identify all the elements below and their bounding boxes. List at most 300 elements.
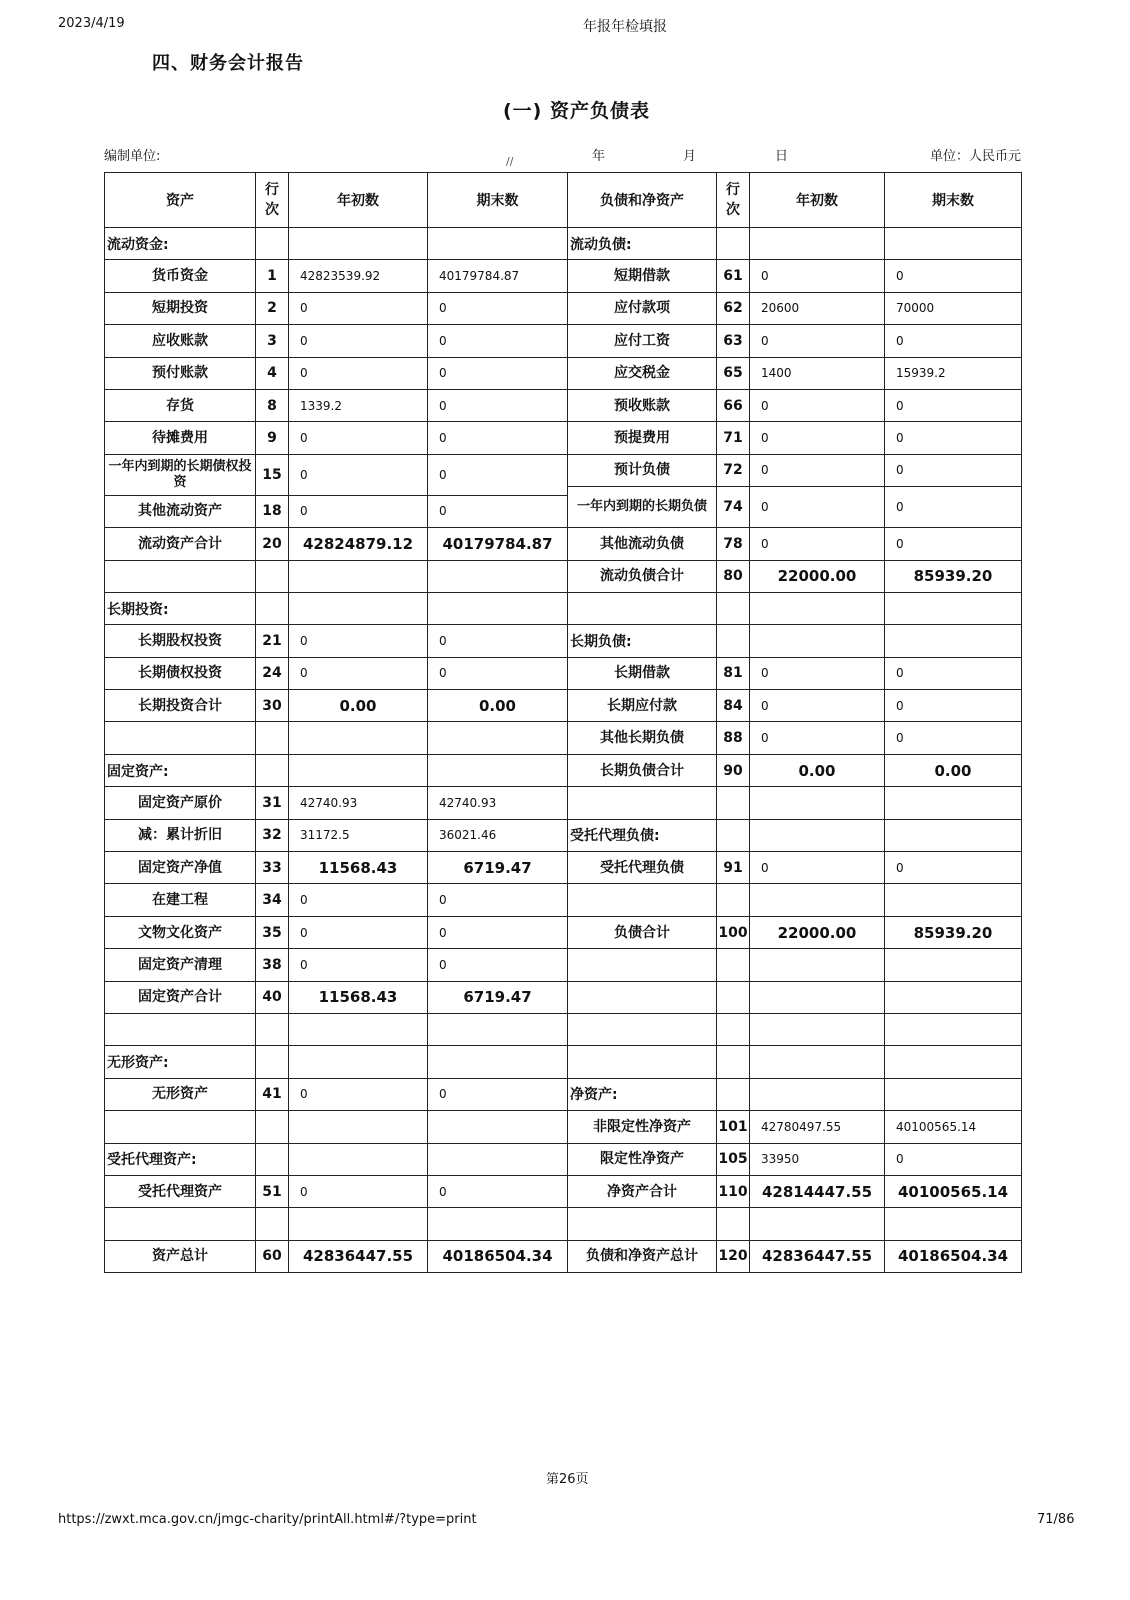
begin-value: 0: [289, 916, 428, 948]
header-row-no: 行 次: [717, 173, 750, 228]
row-number: 105: [717, 1143, 750, 1175]
end-value: [885, 981, 1022, 1013]
end-value: 0: [885, 852, 1022, 884]
row-label: 无形资产: [105, 1078, 256, 1110]
row-label: 预计负债: [568, 454, 717, 486]
end-value: 85939.20: [885, 916, 1022, 948]
begin-value: [750, 1078, 885, 1110]
section-label: 流动负债:: [568, 228, 717, 260]
row-label: 其他流动负债: [568, 528, 717, 560]
begin-value: 0: [289, 454, 428, 495]
end-value: [885, 1078, 1022, 1110]
begin-value: [750, 228, 885, 260]
begin-value: 0: [289, 625, 428, 657]
begin-value: 0: [750, 422, 885, 454]
row-number: 100: [717, 916, 750, 948]
liabilities-header-row: [568, 173, 1022, 228]
row-number: 78: [717, 528, 750, 560]
row-label: [105, 1111, 256, 1143]
page-header-title: 年报年检填报: [583, 19, 667, 35]
row-label: [568, 949, 717, 981]
begin-value: 1400: [750, 357, 885, 389]
begin-value: [750, 1013, 885, 1045]
row-number: [717, 1013, 750, 1045]
row-number: [717, 949, 750, 981]
table-row: [568, 592, 1022, 624]
end-value: [428, 1208, 568, 1240]
row-number: 8: [256, 389, 289, 421]
row-number: 34: [256, 884, 289, 916]
row-number: [717, 1208, 750, 1240]
end-value: 0.00: [885, 754, 1022, 786]
section-label: 长期投资:: [105, 592, 256, 624]
row-label: [568, 592, 717, 624]
end-value: [885, 1013, 1022, 1045]
row-number: 3: [256, 325, 289, 357]
begin-value: 0: [289, 1175, 428, 1207]
end-value: 42740.93: [428, 787, 568, 819]
table-row: [105, 454, 568, 495]
table-row: [568, 1208, 1022, 1240]
begin-value: [289, 1143, 428, 1175]
end-value: [885, 1208, 1022, 1240]
row-number: [256, 1013, 289, 1045]
table-row: [568, 292, 1022, 324]
end-value: [885, 592, 1022, 624]
table-row: [568, 1111, 1022, 1143]
row-number: 51: [256, 1175, 289, 1207]
section-label: 净资产:: [568, 1078, 717, 1110]
begin-value: 0: [750, 852, 885, 884]
table-row: [105, 1111, 568, 1143]
section-label: 无形资产:: [105, 1046, 256, 1078]
table-row: [105, 981, 568, 1013]
table-row: [105, 389, 568, 421]
end-value: [428, 1143, 568, 1175]
unit-label: 编制单位:: [104, 149, 161, 164]
table-row: [105, 422, 568, 454]
begin-value: 0: [750, 325, 885, 357]
row-label: 文物文化资产: [105, 916, 256, 948]
table-row: [568, 852, 1022, 884]
begin-value: 0: [750, 722, 885, 754]
begin-value: 42836447.55: [750, 1240, 885, 1272]
end-value: 0: [885, 487, 1022, 528]
end-value: [885, 949, 1022, 981]
currency-unit: 单位：人民币元: [930, 149, 1022, 164]
page-count: 71/86: [1037, 1512, 1075, 1527]
page-url: https://zwxt.mca.gov.cn/jmgc-charity/printAll.html#/?type=print: [58, 1512, 477, 1527]
row-label: 短期借款: [568, 260, 717, 292]
row-label: 在建工程: [105, 884, 256, 916]
row-number: [256, 722, 289, 754]
row-label: 短期投资: [105, 292, 256, 324]
end-value: 40179784.87: [428, 260, 568, 292]
begin-value: 0: [750, 657, 885, 689]
end-value: 40186504.34: [428, 1240, 568, 1272]
row-label: 一年内到期的长期负债: [568, 487, 717, 528]
section-label: 受托代理负债:: [568, 819, 717, 851]
row-number: 80: [717, 560, 750, 592]
end-value: 0: [885, 325, 1022, 357]
row-label: 长期债权投资: [105, 657, 256, 689]
row-label: 负债和净资产总计: [568, 1240, 717, 1272]
end-value: 15939.2: [885, 357, 1022, 389]
end-value: 0: [428, 454, 568, 495]
table-title: (一) 资产负债表: [503, 100, 650, 122]
row-number: 88: [717, 722, 750, 754]
row-label: 限定性净资产: [568, 1143, 717, 1175]
table-row: [568, 625, 1022, 657]
begin-value: 0: [750, 389, 885, 421]
row-label: 应付工资: [568, 325, 717, 357]
table-row: [105, 1175, 568, 1207]
begin-value: 0: [289, 292, 428, 324]
end-value: 0: [428, 292, 568, 324]
begin-value: 11568.43: [289, 981, 428, 1013]
end-value: [885, 1046, 1022, 1078]
header-end: 期末数: [428, 173, 568, 228]
row-number: [717, 819, 750, 851]
begin-value: 0: [750, 487, 885, 528]
table-row: [568, 787, 1022, 819]
row-label: 应付款项: [568, 292, 717, 324]
end-value: [428, 560, 568, 592]
row-number: [256, 754, 289, 786]
begin-value: 0: [289, 495, 428, 527]
row-label: 长期负债合计: [568, 754, 717, 786]
end-value: 6719.47: [428, 981, 568, 1013]
row-label: 预提费用: [568, 422, 717, 454]
end-value: 0: [885, 260, 1022, 292]
row-number: [256, 560, 289, 592]
table-row: [568, 487, 1022, 528]
row-number: [256, 228, 289, 260]
end-value: [428, 1046, 568, 1078]
row-number: 72: [717, 454, 750, 486]
row-label: 净资产合计: [568, 1175, 717, 1207]
table-row: [568, 1175, 1022, 1207]
row-label: [105, 1013, 256, 1045]
table-row: [568, 1046, 1022, 1078]
end-value: 0: [428, 884, 568, 916]
table-row: [105, 690, 568, 722]
end-value: 0: [428, 389, 568, 421]
row-number: 21: [256, 625, 289, 657]
table-row: [105, 949, 568, 981]
row-number: 110: [717, 1175, 750, 1207]
table-row: [568, 1143, 1022, 1175]
row-number: 62: [717, 292, 750, 324]
end-value: 0: [428, 357, 568, 389]
row-label: [105, 722, 256, 754]
begin-value: 0: [750, 260, 885, 292]
row-number: [717, 981, 750, 1013]
end-value: 0.00: [428, 690, 568, 722]
row-label: 固定资产清理: [105, 949, 256, 981]
end-value: 0: [885, 722, 1022, 754]
end-value: 0: [885, 528, 1022, 560]
row-number: 101: [717, 1111, 750, 1143]
row-number: 81: [717, 657, 750, 689]
table-row: [105, 722, 568, 754]
table-row: [105, 560, 568, 592]
begin-value: [750, 884, 885, 916]
end-value: 40179784.87: [428, 528, 568, 560]
end-value: 0: [428, 325, 568, 357]
end-value: 40100565.14: [885, 1111, 1022, 1143]
table-row: [568, 389, 1022, 421]
begin-value: 42814447.55: [750, 1175, 885, 1207]
begin-value: 42780497.55: [750, 1111, 885, 1143]
page-number: 第26页: [546, 1472, 589, 1487]
table-row: [105, 787, 568, 819]
end-value: [428, 722, 568, 754]
print-date: 2023/4/19: [58, 16, 125, 31]
table-row: [105, 754, 568, 786]
begin-value: [289, 754, 428, 786]
end-value: 0: [428, 625, 568, 657]
table-row: [105, 1013, 568, 1045]
begin-value: 42823539.92: [289, 260, 428, 292]
row-number: 61: [717, 260, 750, 292]
table-row: [568, 819, 1022, 851]
row-number: [717, 592, 750, 624]
table-row: [105, 852, 568, 884]
end-value: [885, 228, 1022, 260]
begin-value: [750, 819, 885, 851]
row-number: 30: [256, 690, 289, 722]
assets-table: [104, 172, 568, 1273]
begin-value: [289, 560, 428, 592]
table-row: [105, 1046, 568, 1078]
row-label: 受托代理负债: [568, 852, 717, 884]
table-row: [568, 690, 1022, 722]
table-row: [568, 1240, 1022, 1272]
row-label: 预付账款: [105, 357, 256, 389]
begin-value: 11568.43: [289, 852, 428, 884]
row-number: [256, 1208, 289, 1240]
end-value: 0: [885, 1143, 1022, 1175]
table-row: [105, 325, 568, 357]
table-row: [568, 1078, 1022, 1110]
row-number: [717, 228, 750, 260]
begin-value: 0: [750, 454, 885, 486]
begin-value: 31172.5: [289, 819, 428, 851]
table-row: [568, 528, 1022, 560]
begin-value: 0.00: [289, 690, 428, 722]
row-label: 其他流动资产: [105, 495, 256, 527]
row-number: 66: [717, 389, 750, 421]
table-row: [105, 625, 568, 657]
section-title: 四、财务会计报告: [152, 53, 304, 74]
row-number: 9: [256, 422, 289, 454]
end-value: [428, 228, 568, 260]
row-number: 1: [256, 260, 289, 292]
section-label: 受托代理资产:: [105, 1143, 256, 1175]
section-label: 固定资产:: [105, 754, 256, 786]
end-value: 0: [428, 1175, 568, 1207]
row-label: 存货: [105, 389, 256, 421]
row-label: [105, 560, 256, 592]
row-label: 固定资产原价: [105, 787, 256, 819]
row-label: [568, 884, 717, 916]
begin-value: [289, 228, 428, 260]
row-label: 长期借款: [568, 657, 717, 689]
table-row: [568, 325, 1022, 357]
section-label: 流动资金:: [105, 228, 256, 260]
table-row: [105, 260, 568, 292]
row-number: 40: [256, 981, 289, 1013]
row-label: 流动负债合计: [568, 560, 717, 592]
end-value: 6719.47: [428, 852, 568, 884]
begin-value: 0: [289, 1078, 428, 1110]
row-number: 35: [256, 916, 289, 948]
row-label: 固定资产净值: [105, 852, 256, 884]
row-label: [568, 1208, 717, 1240]
row-number: 63: [717, 325, 750, 357]
table-row: [105, 1240, 568, 1272]
table-row: [105, 592, 568, 624]
row-number: [256, 1143, 289, 1175]
begin-value: [289, 1013, 428, 1045]
row-number: 91: [717, 852, 750, 884]
row-number: 71: [717, 422, 750, 454]
header-liabilities: 负债和净资产: [568, 173, 717, 228]
table-row: [105, 495, 568, 527]
end-value: 0: [428, 916, 568, 948]
row-number: 18: [256, 495, 289, 527]
row-number: 74: [717, 487, 750, 528]
table-row: [105, 528, 568, 560]
table-row: [568, 260, 1022, 292]
row-number: 33: [256, 852, 289, 884]
begin-value: 42836447.55: [289, 1240, 428, 1272]
end-value: [885, 787, 1022, 819]
table-row: [568, 357, 1022, 389]
table-row: [568, 228, 1022, 260]
row-number: 65: [717, 357, 750, 389]
row-label: 应交税金: [568, 357, 717, 389]
pen-mark: //: [506, 155, 514, 168]
begin-value: [289, 1046, 428, 1078]
end-value: 0: [428, 422, 568, 454]
begin-value: 0: [289, 657, 428, 689]
table-row: [105, 1208, 568, 1240]
row-number: 32: [256, 819, 289, 851]
end-value: 0: [885, 422, 1022, 454]
begin-value: 0: [750, 690, 885, 722]
table-row: [105, 884, 568, 916]
row-label: [568, 1013, 717, 1045]
row-number: 38: [256, 949, 289, 981]
begin-value: 0: [750, 528, 885, 560]
begin-value: [289, 592, 428, 624]
end-value: [428, 1111, 568, 1143]
row-number: [717, 1078, 750, 1110]
begin-value: 42824879.12: [289, 528, 428, 560]
row-label: 待摊费用: [105, 422, 256, 454]
table-row: [568, 422, 1022, 454]
table-row: [568, 1013, 1022, 1045]
begin-value: 0: [289, 949, 428, 981]
end-value: 0: [428, 657, 568, 689]
end-value: 40186504.34: [885, 1240, 1022, 1272]
assets-header-row: [105, 173, 568, 228]
end-value: [428, 592, 568, 624]
header-row-no: 行 次: [256, 173, 289, 228]
begin-value: [750, 1208, 885, 1240]
table-row: [105, 657, 568, 689]
row-number: [717, 884, 750, 916]
table-row: [568, 722, 1022, 754]
table-row: [105, 228, 568, 260]
begin-value: 42740.93: [289, 787, 428, 819]
begin-value: [750, 981, 885, 1013]
row-number: [717, 625, 750, 657]
row-number: 31: [256, 787, 289, 819]
end-value: 0: [428, 1078, 568, 1110]
table-row: [105, 292, 568, 324]
begin-value: 0: [289, 325, 428, 357]
header-assets: 资产: [105, 173, 256, 228]
row-label: [105, 1208, 256, 1240]
row-number: [256, 1111, 289, 1143]
table-row: [568, 754, 1022, 786]
table-row: [568, 454, 1022, 486]
begin-value: 33950: [750, 1143, 885, 1175]
end-value: 0: [428, 495, 568, 527]
row-number: 20: [256, 528, 289, 560]
end-value: [885, 625, 1022, 657]
end-value: 40100565.14: [885, 1175, 1022, 1207]
row-number: [256, 1046, 289, 1078]
row-number: 84: [717, 690, 750, 722]
begin-value: [289, 722, 428, 754]
year-label: 年: [592, 149, 606, 164]
row-label: 受托代理资产: [105, 1175, 256, 1207]
row-label: 预收账款: [568, 389, 717, 421]
end-value: [428, 754, 568, 786]
liabilities-table: [567, 172, 1022, 1273]
end-value: 0: [885, 389, 1022, 421]
begin-value: [289, 1208, 428, 1240]
row-label: 应收账款: [105, 325, 256, 357]
header-begin: 年初数: [289, 173, 428, 228]
begin-value: 0.00: [750, 754, 885, 786]
row-label: 资产总计: [105, 1240, 256, 1272]
table-row: [568, 560, 1022, 592]
begin-value: 22000.00: [750, 916, 885, 948]
end-value: 85939.20: [885, 560, 1022, 592]
end-value: [885, 819, 1022, 851]
row-label: 减：累计折旧: [105, 819, 256, 851]
section-label: 长期负债:: [568, 625, 717, 657]
row-label: 固定资产合计: [105, 981, 256, 1013]
begin-value: 0: [289, 357, 428, 389]
row-number: 4: [256, 357, 289, 389]
row-number: 60: [256, 1240, 289, 1272]
end-value: 0: [885, 657, 1022, 689]
row-number: 41: [256, 1078, 289, 1110]
table-row: [105, 1143, 568, 1175]
row-label: 长期应付款: [568, 690, 717, 722]
row-number: 24: [256, 657, 289, 689]
begin-value: 1339.2: [289, 389, 428, 421]
table-row: [568, 916, 1022, 948]
row-number: 120: [717, 1240, 750, 1272]
begin-value: [750, 1046, 885, 1078]
